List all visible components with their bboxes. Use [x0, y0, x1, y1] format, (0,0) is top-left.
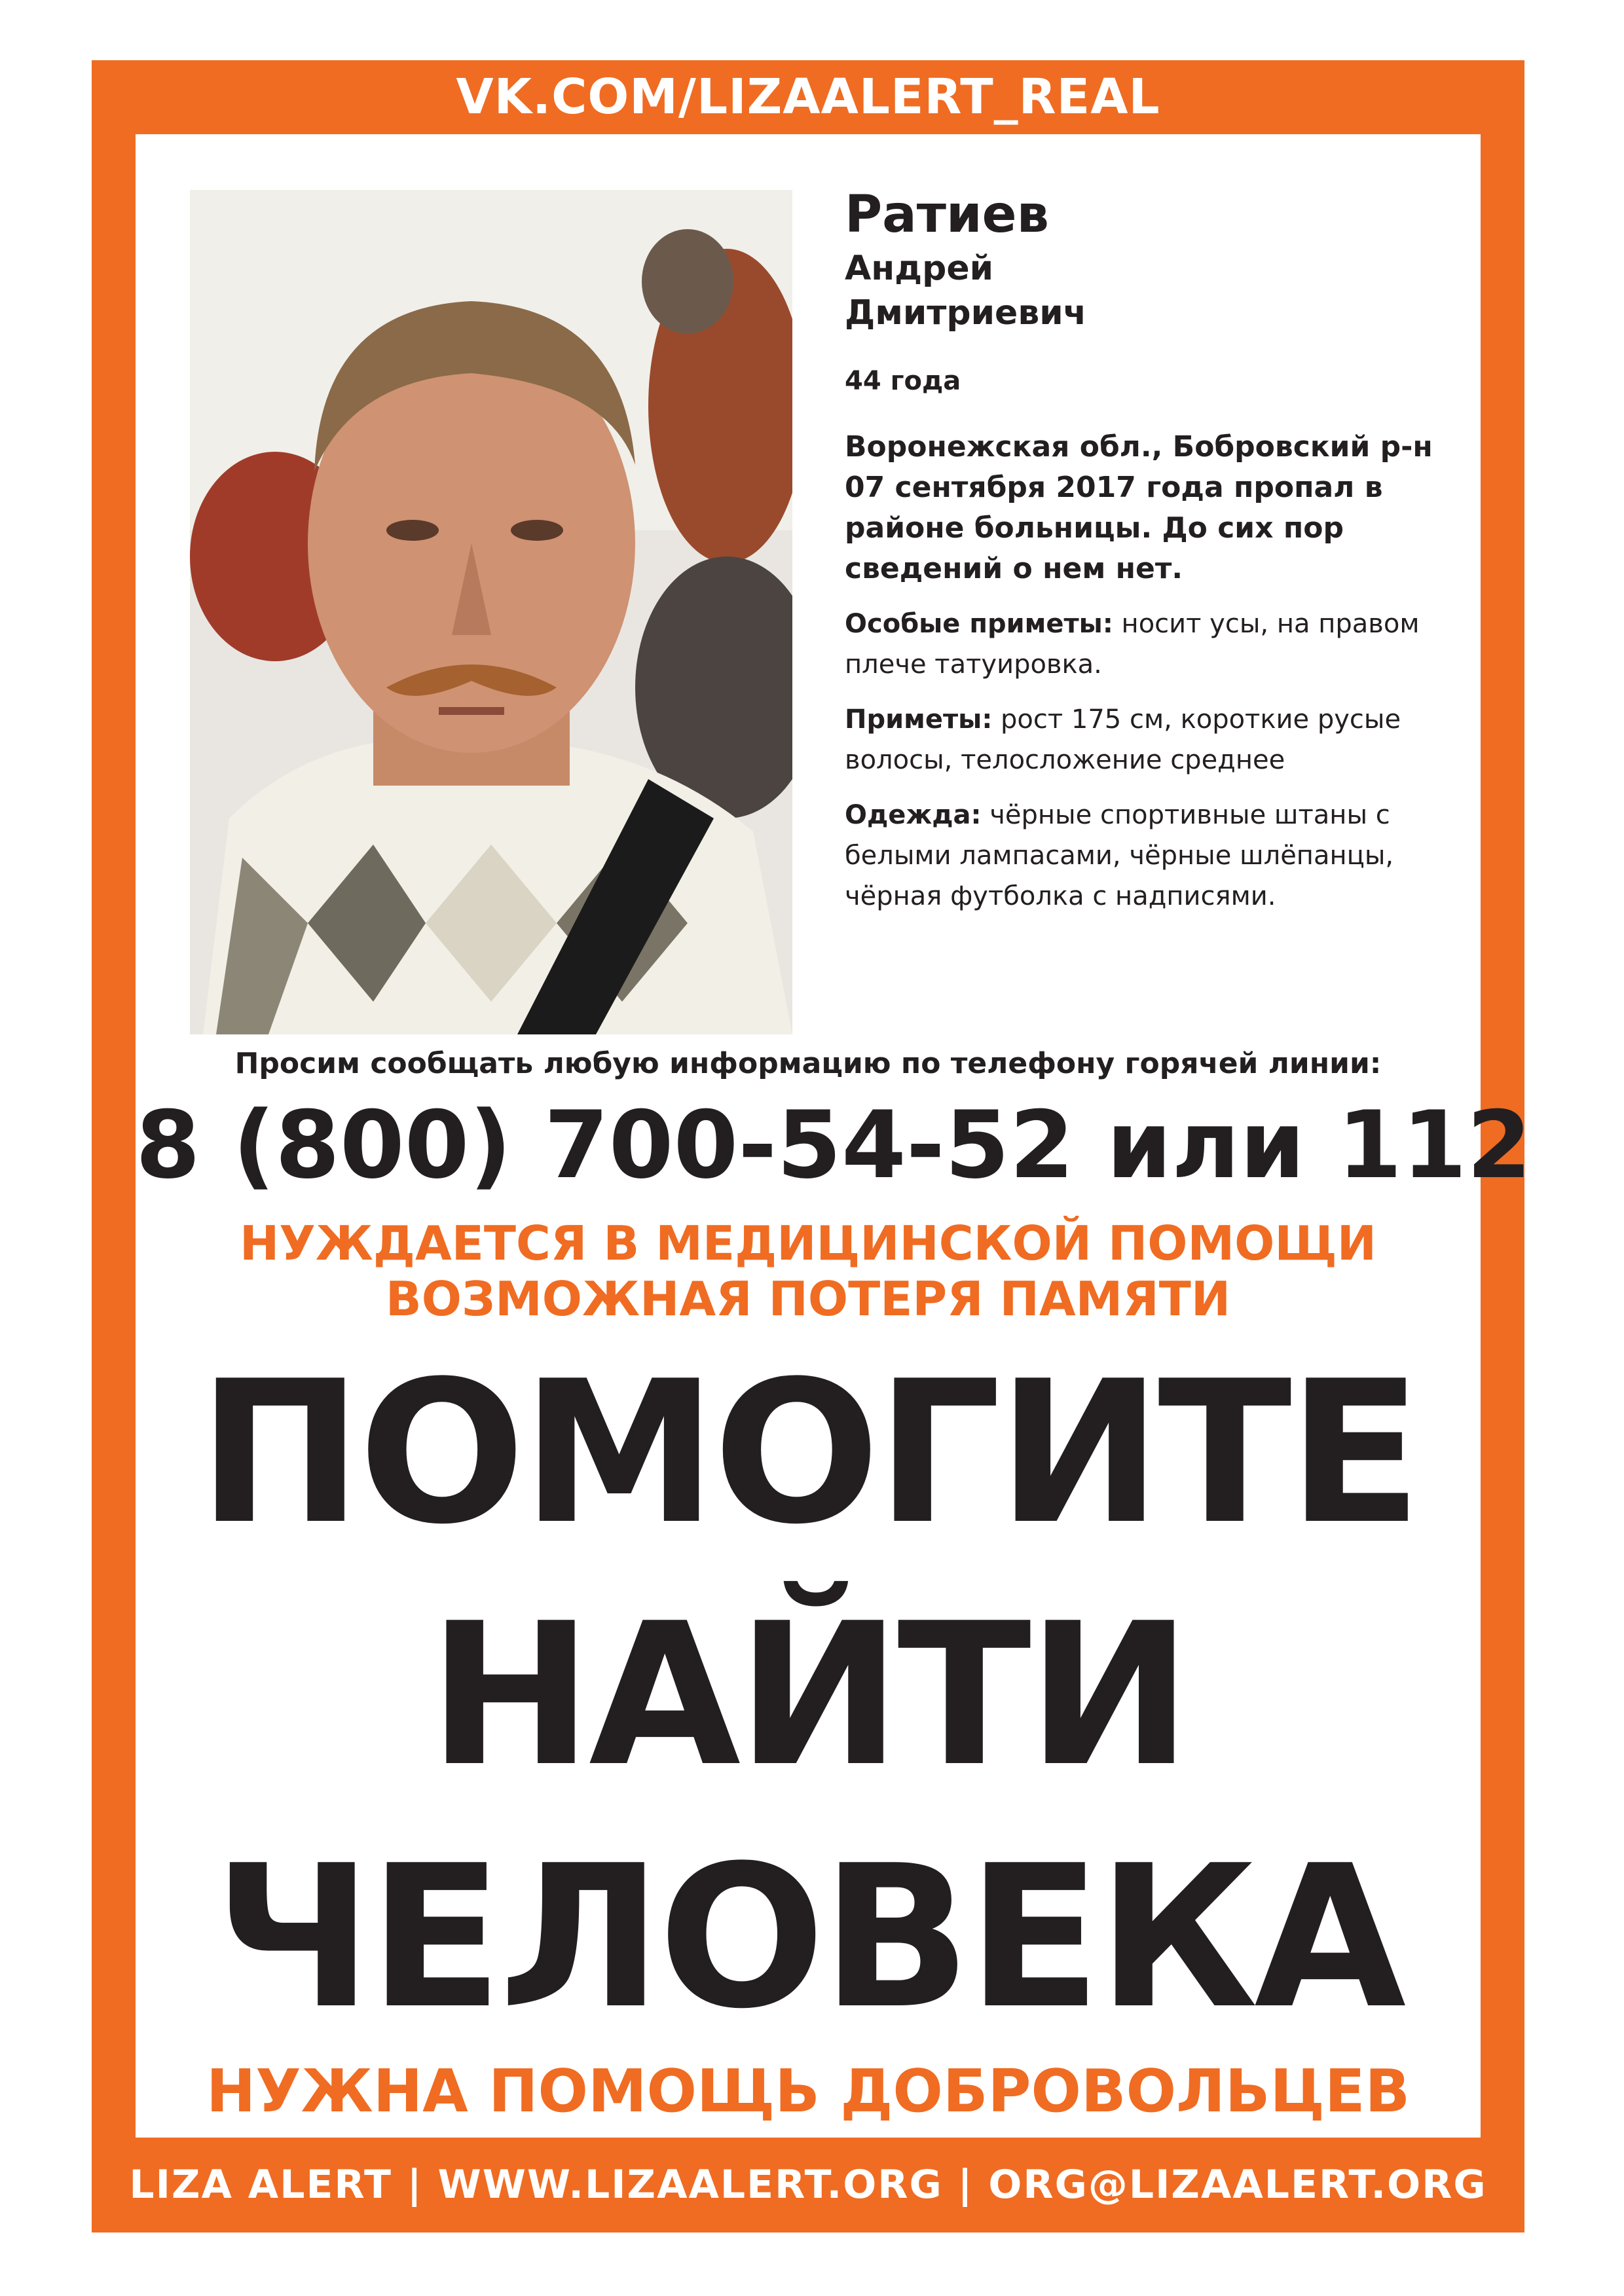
headline-line-1: ПОМОГИТЕ — [198, 1339, 1418, 1567]
hotline-request: Просим сообщать любую информацию по телефону горячей линии: — [234, 1047, 1382, 1080]
special-marks-label: Особые приметы: — [845, 609, 1113, 639]
headline-line-2: НАЙТИ — [428, 1581, 1189, 1810]
person-info — [845, 183, 1454, 917]
disappearance-story: 07 сентября 2017 года пропал в районе больницы. До сих пор сведений о нем нет. — [845, 471, 1383, 585]
hotline-phone[interactable]: 8 (800) 700-54-52 или 112 — [136, 1091, 1532, 1199]
features-label: Приметы: — [845, 704, 993, 735]
clothing-label: Одежда: — [845, 800, 982, 830]
medical-alert: НУЖДАЕТСЯ В МЕДИЦИНСКОЙ ПОМОЩИ — [239, 1216, 1377, 1271]
location: Воронежская обл., Бобровский р-н — [845, 430, 1433, 464]
age: 44 года — [845, 366, 961, 396]
clothing-value: чёрные спортивные штаны с белыми лампасами, чёрные шлёпанцы, чёрная футболка с надписями. — [845, 800, 1394, 911]
special-marks-value: носит усы, на правом плече татуировка. — [845, 609, 1420, 680]
first-name: Андрей — [845, 249, 994, 288]
special-marks — [845, 604, 1454, 685]
missing-person-photo — [190, 190, 792, 1034]
surname: Ратиев — [845, 185, 1049, 244]
patronymic: Дмитриевич — [845, 293, 1087, 333]
vk-link[interactable]: VK.COM/LIZAALERT_REAL — [456, 69, 1160, 125]
headline-line-3: ЧЕЛОВЕКА — [213, 1823, 1403, 2052]
footer-links[interactable]: LIZA ALERT | WWW.LIZAALERT.ORG | ORG@LIZAALERT.ORG — [129, 2162, 1487, 2208]
volunteers-needed: НУЖНА ПОМОЩЬ ДОБРОВОЛЬЦЕВ — [206, 2057, 1411, 2126]
features-value: рост 175 см, короткие русые волосы, телосложение среднее — [845, 704, 1401, 775]
clothing — [845, 795, 1454, 917]
memory-alert: ВОЗМОЖНАЯ ПОТЕРЯ ПАМЯТИ — [385, 1271, 1231, 1326]
features — [845, 699, 1454, 780]
